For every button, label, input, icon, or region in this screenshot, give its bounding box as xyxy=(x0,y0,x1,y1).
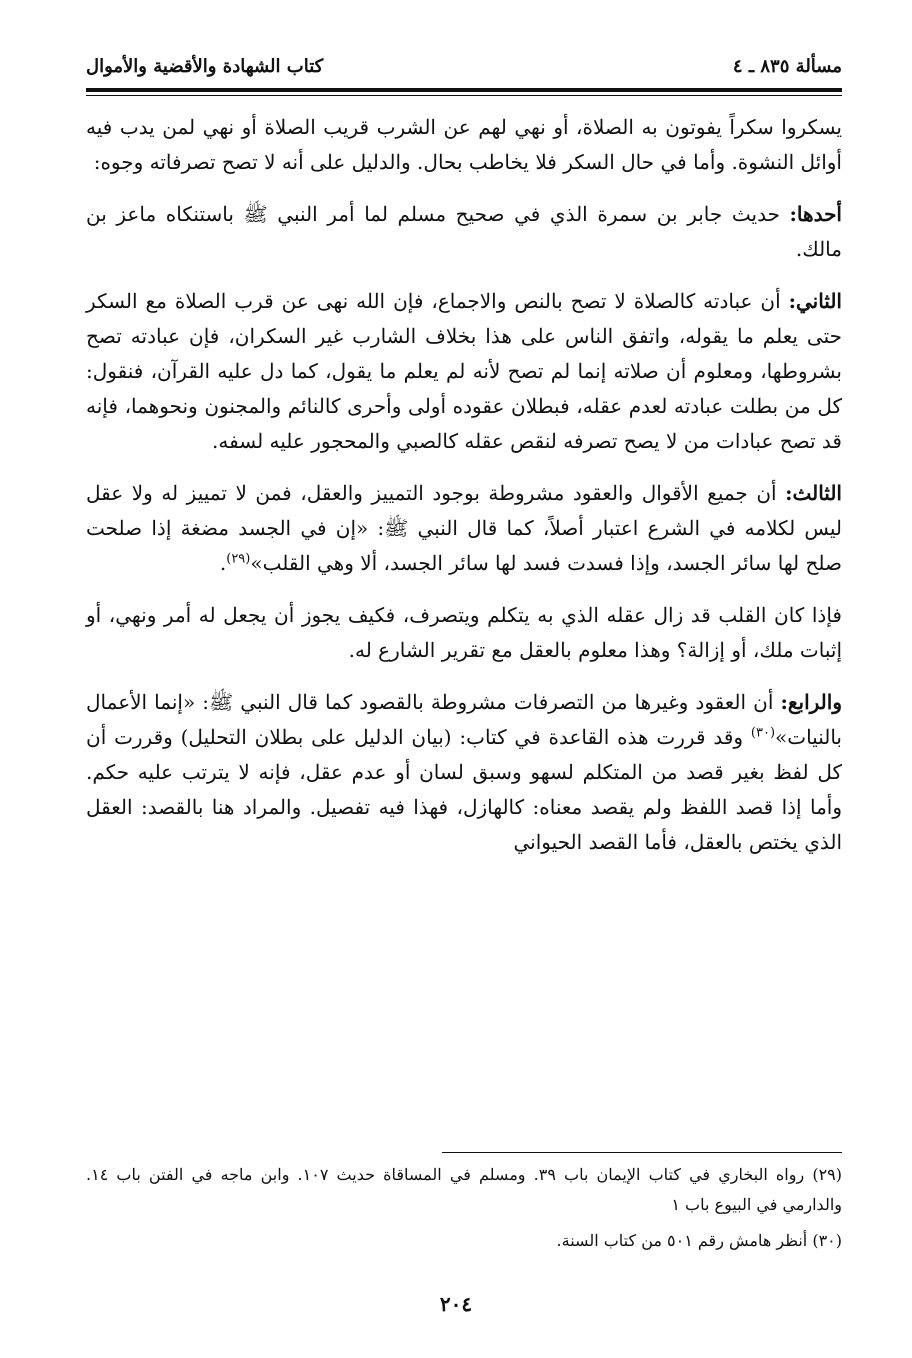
header-rule xyxy=(86,88,842,92)
paragraph-lead: الثالث: xyxy=(785,481,842,505)
footnotes xyxy=(86,1160,842,1262)
header-rule-thin xyxy=(86,95,842,96)
paragraph-after: وقد قررت هذه القاعدة في كتاب: (بيان الدليل على بطلان التحليل) وقررت أن كل لفظ بغير قصد من المتكلم لسهو وسبق لسان أو عدم عقل، فإنه لا يترتب عليه حكم. وأما إذا قصد اللفظ ولم يقصد معناه: كالهازل، فهذا فيه تفصيل. والمراد هنا بالقصد: العقل الذي يختص بالعقل، فأما القصد الحيواني xyxy=(86,725,842,854)
footnote-ref-29[interactable]: (٢٩) xyxy=(226,551,251,567)
paragraph-lead: والرابع: xyxy=(780,690,842,714)
paragraph-consequence xyxy=(86,598,842,668)
page-number: ٢٠٤ xyxy=(439,1292,473,1316)
paragraph-second xyxy=(86,284,842,459)
paragraph-text: يسكروا سكراً يفوتون به الصلاة، أو نهي لهم عن الشرب قريب الصلاة أو نهي لمن يدب فيه أوائل النشوة. وأما في حال السكر فلا يخاطب بحال. والدليل على أنه لا تصح تصرفاته وجوه: xyxy=(86,115,842,174)
paragraph-text: أن عبادته كالصلاة لا تصح بالنص والاجماع، فإن الله نهى عن قرب الصلاة مع السكر حتى يعلم ما يقوله، واتفق الناس على هذا بخلاف الشارب غير السكران، فإن عبادته تصح بشروطها، ومعلوم أن صلاته إنما لم تصح لأنه لم يعلم ما يقول، كما دل عليه القرآن، فنقول: كل من بطلت عبادته لعدم عقله، فبطلان عقوده أولى وأحرى كالنائم والمجنون ونحوهما، فإنه قد تصح عبادات من لا يصح تصرفه لنقص عقله كالصبي والمحجور عليه لسفه. xyxy=(86,289,842,453)
paragraph-third xyxy=(86,476,842,581)
paragraph-fourth xyxy=(86,685,842,860)
footnote-rule xyxy=(442,1152,842,1153)
paragraph-text: فإذا كان القلب قد زال عقله الذي به يتكلم ويتصرف، فكيف يجوز أن يجعل له أمر ونهي، أو إثبات ملك، أو إزالة؟ وهذا معلوم بالعقل مع تقرير الشارع له. xyxy=(86,603,842,662)
paragraph-text: أن جميع الأقوال والعقود مشروطة بوجود التمييز والعقل، فمن لا تمييز له ولا عقل ليس لكلامه في الشرع اعتبار أصلاً، كما قال النبي ﷺ: «إن في الجسد مضغة إذا صلحت صلح لها سائر الجسد، وإذا فسدت فسد لها سائر الجسد، ألا وهي القلب» xyxy=(86,481,842,575)
main-text xyxy=(86,110,842,877)
section-number: مسألة ٨٣٥ ـ ٤ xyxy=(732,56,842,77)
paragraph-first xyxy=(86,197,842,267)
paragraph-lead: أحدها: xyxy=(789,202,842,226)
footnote-ref-30[interactable]: (٣٠) xyxy=(750,725,776,741)
footnote-29: (٢٩) رواه البخاري في كتاب الإيمان باب ٣٩. ومسلم في المساقاة حديث ١٠٧. وابن ماجه في الفتن باب ١٤. والدارمي في البيوع باب ١ xyxy=(86,1165,842,1214)
footnote-30: (٣٠) أنظر هامش رقم ٥٠١ من كتاب السنة. xyxy=(556,1231,842,1250)
paragraph-text: حديث جابر بن سمرة الذي في صحيح مسلم لما أمر النبي ﷺ باستنكاه ماعز بن مالك. xyxy=(86,202,842,261)
running-header xyxy=(86,50,842,86)
book-title: كتاب الشهادة والأقضية والأموال xyxy=(86,56,324,77)
paragraph-text: أن العقود وغيرها من التصرفات مشروطة بالقصود كما قال النبي ﷺ: «إنما الأعمال بالنيات» xyxy=(86,690,842,749)
paragraph-after: . xyxy=(219,551,227,575)
paragraph-lead: الثاني: xyxy=(788,289,842,313)
paragraph-intro xyxy=(86,110,842,180)
